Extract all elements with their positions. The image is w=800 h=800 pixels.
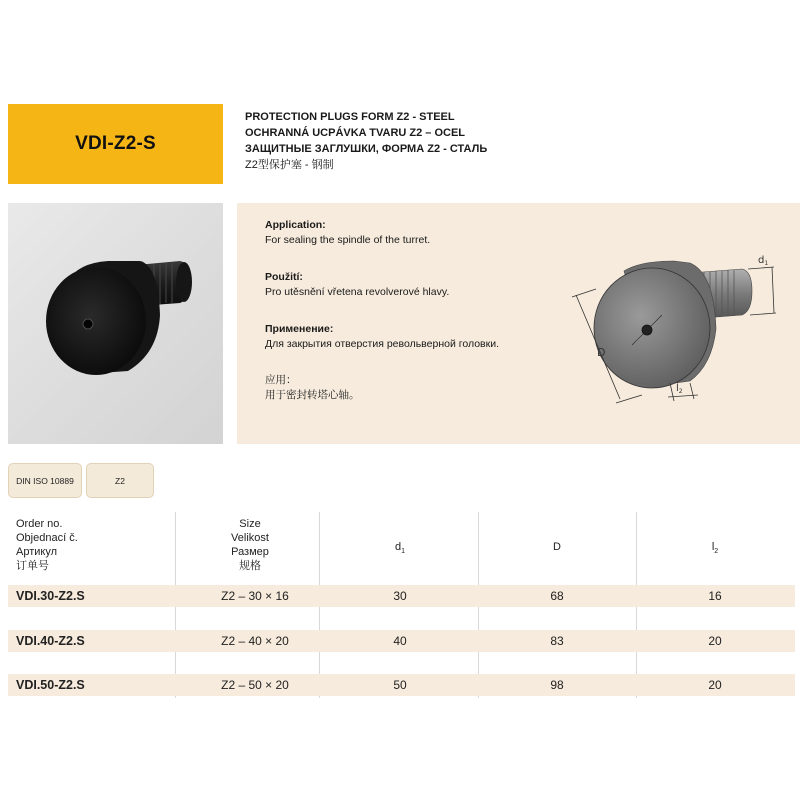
cell-order-no: VDI.50-Z2.S bbox=[16, 678, 85, 692]
dimension-d1-label: $d_1$ bbox=[758, 255, 769, 267]
application-heading: 应用： bbox=[265, 374, 297, 386]
title-cn: Z2型保护塞 - 钢制 bbox=[245, 159, 334, 171]
table-row bbox=[8, 585, 795, 607]
product-photo bbox=[8, 203, 223, 444]
norm-tag-din bbox=[8, 463, 82, 498]
cell-d1: 50 bbox=[393, 678, 407, 692]
title-en: PROTECTION PLUGS FORM Z2 - STEEL bbox=[245, 111, 455, 123]
application-text: Для закрытия отверстия револьверной головки. bbox=[265, 338, 499, 350]
application-block-cn bbox=[265, 373, 565, 403]
cell-size: Z2 – 40 × 20 bbox=[221, 634, 289, 648]
application-heading: Použití: bbox=[265, 271, 303, 283]
title-cz: OCHRANNÁ UCPÁVKA TVARU Z2 – OCEL bbox=[245, 127, 466, 139]
product-code-badge bbox=[8, 104, 223, 184]
product-titles bbox=[245, 109, 785, 173]
technical-drawing bbox=[562, 233, 800, 433]
header-D: D bbox=[553, 541, 561, 553]
header-d1: $d_1$ bbox=[394, 541, 406, 556]
cell-D: 68 bbox=[550, 589, 564, 603]
norm-tag-label: DIN ISO 10889 bbox=[16, 475, 74, 486]
cell-size: Z2 – 50 × 20 bbox=[221, 678, 289, 692]
application-block-ru bbox=[265, 322, 585, 352]
application-heading: Application: bbox=[265, 219, 326, 231]
header-size: Size Velikost Размер 规格 bbox=[231, 518, 269, 572]
cell-D: 98 bbox=[550, 678, 564, 692]
cell-order-no: VDI.30-Z2.S bbox=[16, 589, 85, 603]
product-table bbox=[0, 512, 800, 702]
application-heading: Применение: bbox=[265, 323, 334, 335]
header-l2: $l_2$ bbox=[711, 541, 719, 556]
cell-order-no: VDI.40-Z2.S bbox=[16, 634, 85, 648]
protection-plug-photo bbox=[8, 203, 223, 444]
cell-l2: 20 bbox=[708, 634, 722, 648]
dimension-l2-label: $l_2$ bbox=[676, 383, 683, 395]
dimension-D-label: D bbox=[597, 346, 606, 359]
header-order-no: Order no. Objednací č. Артикул 订单号 bbox=[16, 518, 78, 572]
cell-d1: 30 bbox=[393, 589, 407, 603]
application-text: 用于密封转塔心轴。 bbox=[265, 389, 360, 401]
table-row bbox=[8, 674, 795, 696]
application-text: Pro utěsnění vřetena revolverové hlavy. bbox=[265, 286, 450, 298]
application-block-en bbox=[265, 218, 565, 248]
norm-tag-form bbox=[86, 463, 154, 498]
application-text: For sealing the spindle of the turret. bbox=[265, 234, 431, 246]
cell-D: 83 bbox=[550, 634, 564, 648]
norm-tag-label: Z2 bbox=[115, 475, 125, 486]
table-row bbox=[8, 630, 795, 652]
application-panel bbox=[237, 203, 800, 444]
cell-d1: 40 bbox=[393, 634, 407, 648]
product-code: VDI-Z2-S bbox=[75, 133, 156, 154]
cell-l2: 16 bbox=[708, 589, 722, 603]
application-block-cz bbox=[265, 270, 565, 300]
title-ru: ЗАЩИТНЫЕ ЗАГЛУШКИ, ФОРМА Z2 - СТАЛЬ bbox=[245, 143, 488, 155]
cell-l2: 20 bbox=[708, 678, 722, 692]
cell-size: Z2 – 30 × 16 bbox=[221, 589, 289, 603]
